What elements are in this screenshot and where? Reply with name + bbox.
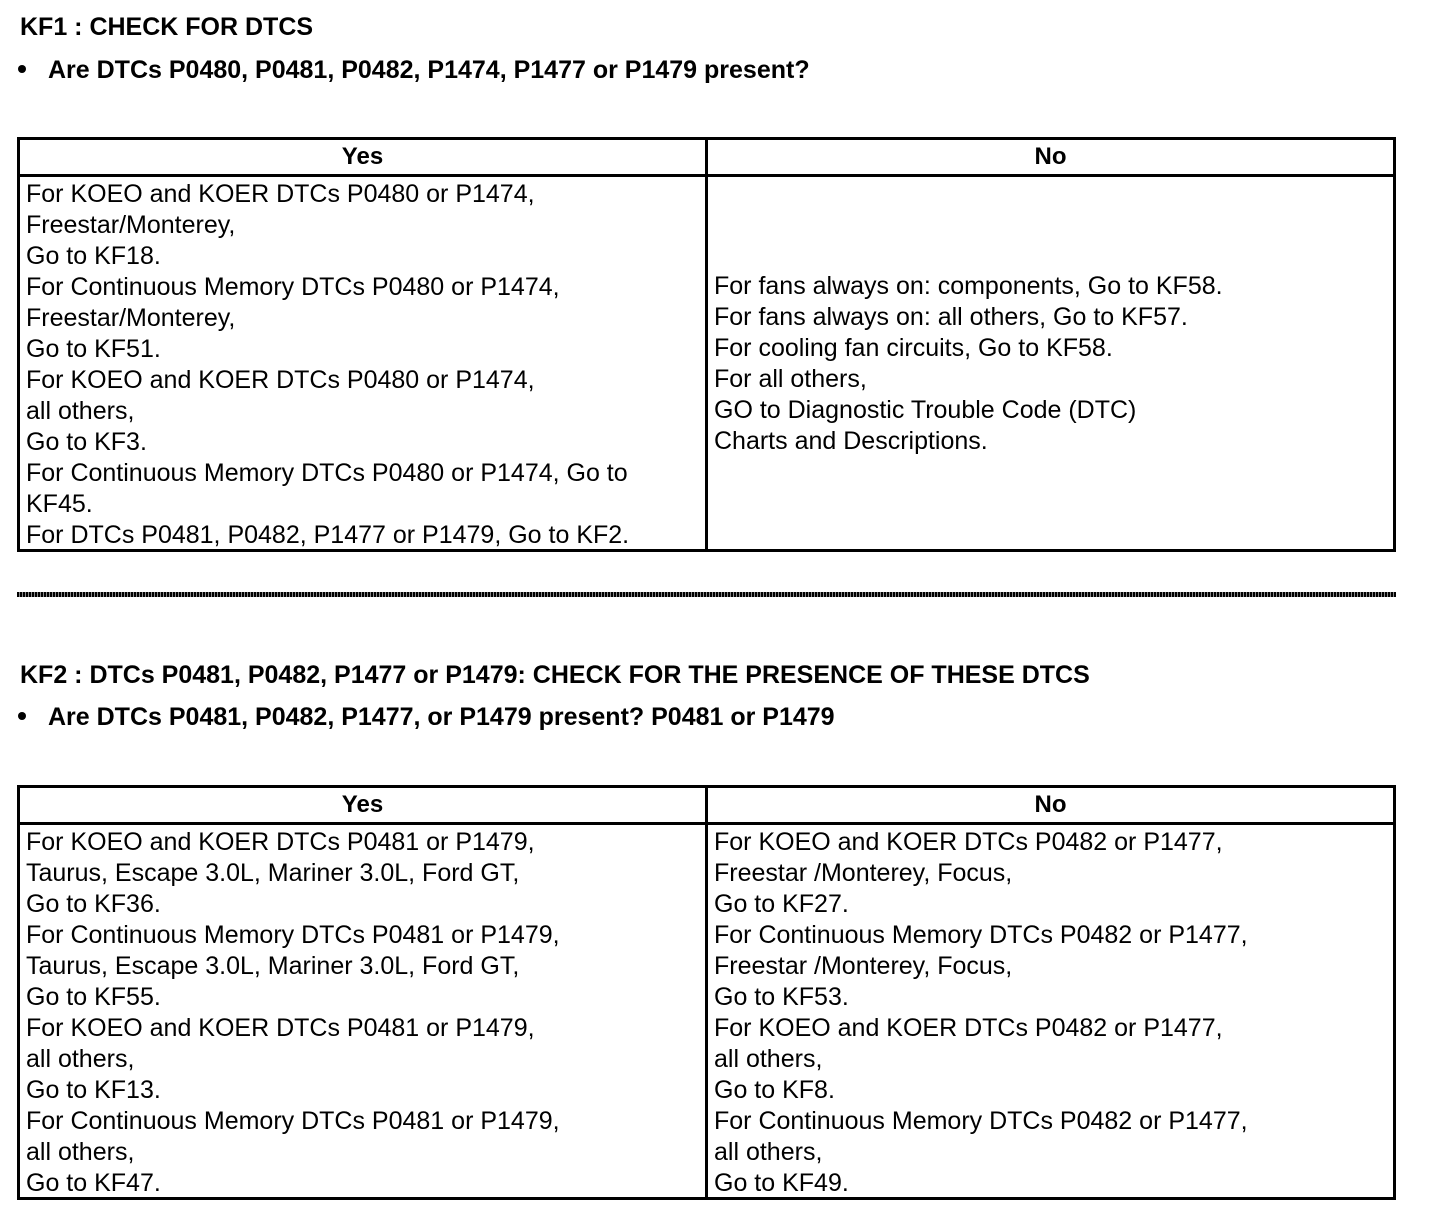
kf2-no-line: all others, xyxy=(714,1045,823,1073)
kf1-table xyxy=(17,137,1396,552)
kf2-question xyxy=(18,703,835,731)
kf1-yes-line: For Continuous Memory DTCs P0480 or P1474, Go to xyxy=(26,459,628,487)
kf2-no-line: Go to KF8. xyxy=(714,1076,835,1104)
kf2-table xyxy=(17,785,1396,1200)
kf2-yes-line: Go to KF13. xyxy=(26,1076,161,1104)
kf2-yes-line: all others, xyxy=(26,1045,135,1073)
kf1-no-line: For fans always on: all others, Go to KF57. xyxy=(714,302,1188,331)
kf1-yes-line: Freestar/Monterey, xyxy=(26,211,236,239)
kf2-no-line: For KOEO and KOER DTCs P0482 or P1477, xyxy=(714,1014,1223,1042)
kf2-no-header: No xyxy=(1034,791,1067,818)
kf1-yes-line: For Continuous Memory DTCs P0480 or P1474, xyxy=(26,273,560,301)
kf1-yes-line: For KOEO and KOER DTCs P0480 or P1474, xyxy=(26,366,535,394)
kf2-table-header xyxy=(20,788,1393,825)
kf2-yes-line: Go to KF55. xyxy=(26,983,161,1011)
kf1-yes-line: For DTCs P0481, P0482, P1477 or P1479, Go to KF2. xyxy=(26,521,630,549)
kf1-yes-line: For KOEO and KOER DTCs P0480 or P1474, xyxy=(26,180,535,208)
kf2-table-body xyxy=(20,825,1393,1200)
kf1-question xyxy=(18,56,810,84)
kf1-no-line: Charts and Descriptions. xyxy=(714,426,988,455)
kf1-no-line: For cooling fan circuits, Go to KF58. xyxy=(714,333,1113,362)
kf2-no-line: Freestar /Monterey, Focus, xyxy=(714,859,1013,887)
kf2-title: KF2 : DTCs P0481, P0482, P1477 or P1479: CHECK FOR THE PRESENCE OF THESE DTCS xyxy=(20,661,1090,689)
kf2-yes-line: Taurus, Escape 3.0L, Mariner 3.0L, Ford GT, xyxy=(26,859,520,887)
kf2-yes-line: Taurus, Escape 3.0L, Mariner 3.0L, Ford GT, xyxy=(26,952,520,980)
kf2-no-line: For Continuous Memory DTCs P0482 or P1477, xyxy=(714,921,1248,949)
kf2-yes-cell xyxy=(20,825,708,1200)
kf1-no-line: For fans always on: components, Go to KF58. xyxy=(714,271,1223,300)
kf1-yes-header: Yes xyxy=(20,140,708,174)
kf2-no-line: Go to KF53. xyxy=(714,983,849,1011)
kf1-yes-line: KF45. xyxy=(26,490,93,518)
kf2-no-line: For KOEO and KOER DTCs P0482 or P1477, xyxy=(714,828,1223,856)
kf1-no-line: GO to Diagnostic Trouble Code (DTC) xyxy=(714,395,1137,424)
kf2-yes-header: Yes xyxy=(20,788,708,822)
kf2-yes-line: Go to KF47. xyxy=(26,1169,161,1197)
kf1-yes-cell xyxy=(20,177,708,552)
kf1-table-body xyxy=(20,177,1393,552)
kf1-yes-line: Go to KF51. xyxy=(26,335,161,363)
kf1-yes-line: all others, xyxy=(26,397,135,425)
kf2-no-line: Freestar /Monterey, Focus, xyxy=(714,952,1013,980)
kf2-yes-line: Go to KF36. xyxy=(26,890,161,918)
bullet-icon xyxy=(18,712,26,720)
kf2-yes-line: For Continuous Memory DTCs P0481 or P1479, xyxy=(26,921,560,949)
kf2-yes-line: For KOEO and KOER DTCs P0481 or P1479, xyxy=(26,828,535,856)
kf1-table-header xyxy=(20,140,1393,177)
kf1-question-text: Are DTCs P0480, P0481, P0482, P1474, P1477 or P1479 present? xyxy=(48,56,810,84)
bullet-icon xyxy=(18,65,26,73)
kf2-no-line: Go to KF49. xyxy=(714,1169,849,1197)
kf1-yes-line: Freestar/Monterey, xyxy=(26,304,236,332)
kf1-yes-line: Go to KF18. xyxy=(26,242,161,270)
section-divider xyxy=(17,592,1396,597)
kf2-no-line: For Continuous Memory DTCs P0482 or P1477, xyxy=(714,1107,1248,1135)
kf1-no-cell xyxy=(708,177,1393,552)
kf2-no-line: all others, xyxy=(714,1138,823,1166)
kf1-no-line: For all others, xyxy=(714,364,867,393)
kf2-yes-line: all others, xyxy=(26,1138,135,1166)
kf2-yes-line: For KOEO and KOER DTCs P0481 or P1479, xyxy=(26,1014,535,1042)
kf2-no-cell xyxy=(708,825,1393,1200)
kf1-no-header: No xyxy=(1034,143,1067,170)
kf2-no-line: Go to KF27. xyxy=(714,890,849,918)
kf2-yes-line: For Continuous Memory DTCs P0481 or P1479, xyxy=(26,1107,560,1135)
kf1-yes-line: Go to KF3. xyxy=(26,428,147,456)
kf2-question-text: Are DTCs P0481, P0482, P1477, or P1479 present? P0481 or P1479 xyxy=(48,703,835,731)
kf1-title: KF1 : CHECK FOR DTCS xyxy=(20,13,314,41)
